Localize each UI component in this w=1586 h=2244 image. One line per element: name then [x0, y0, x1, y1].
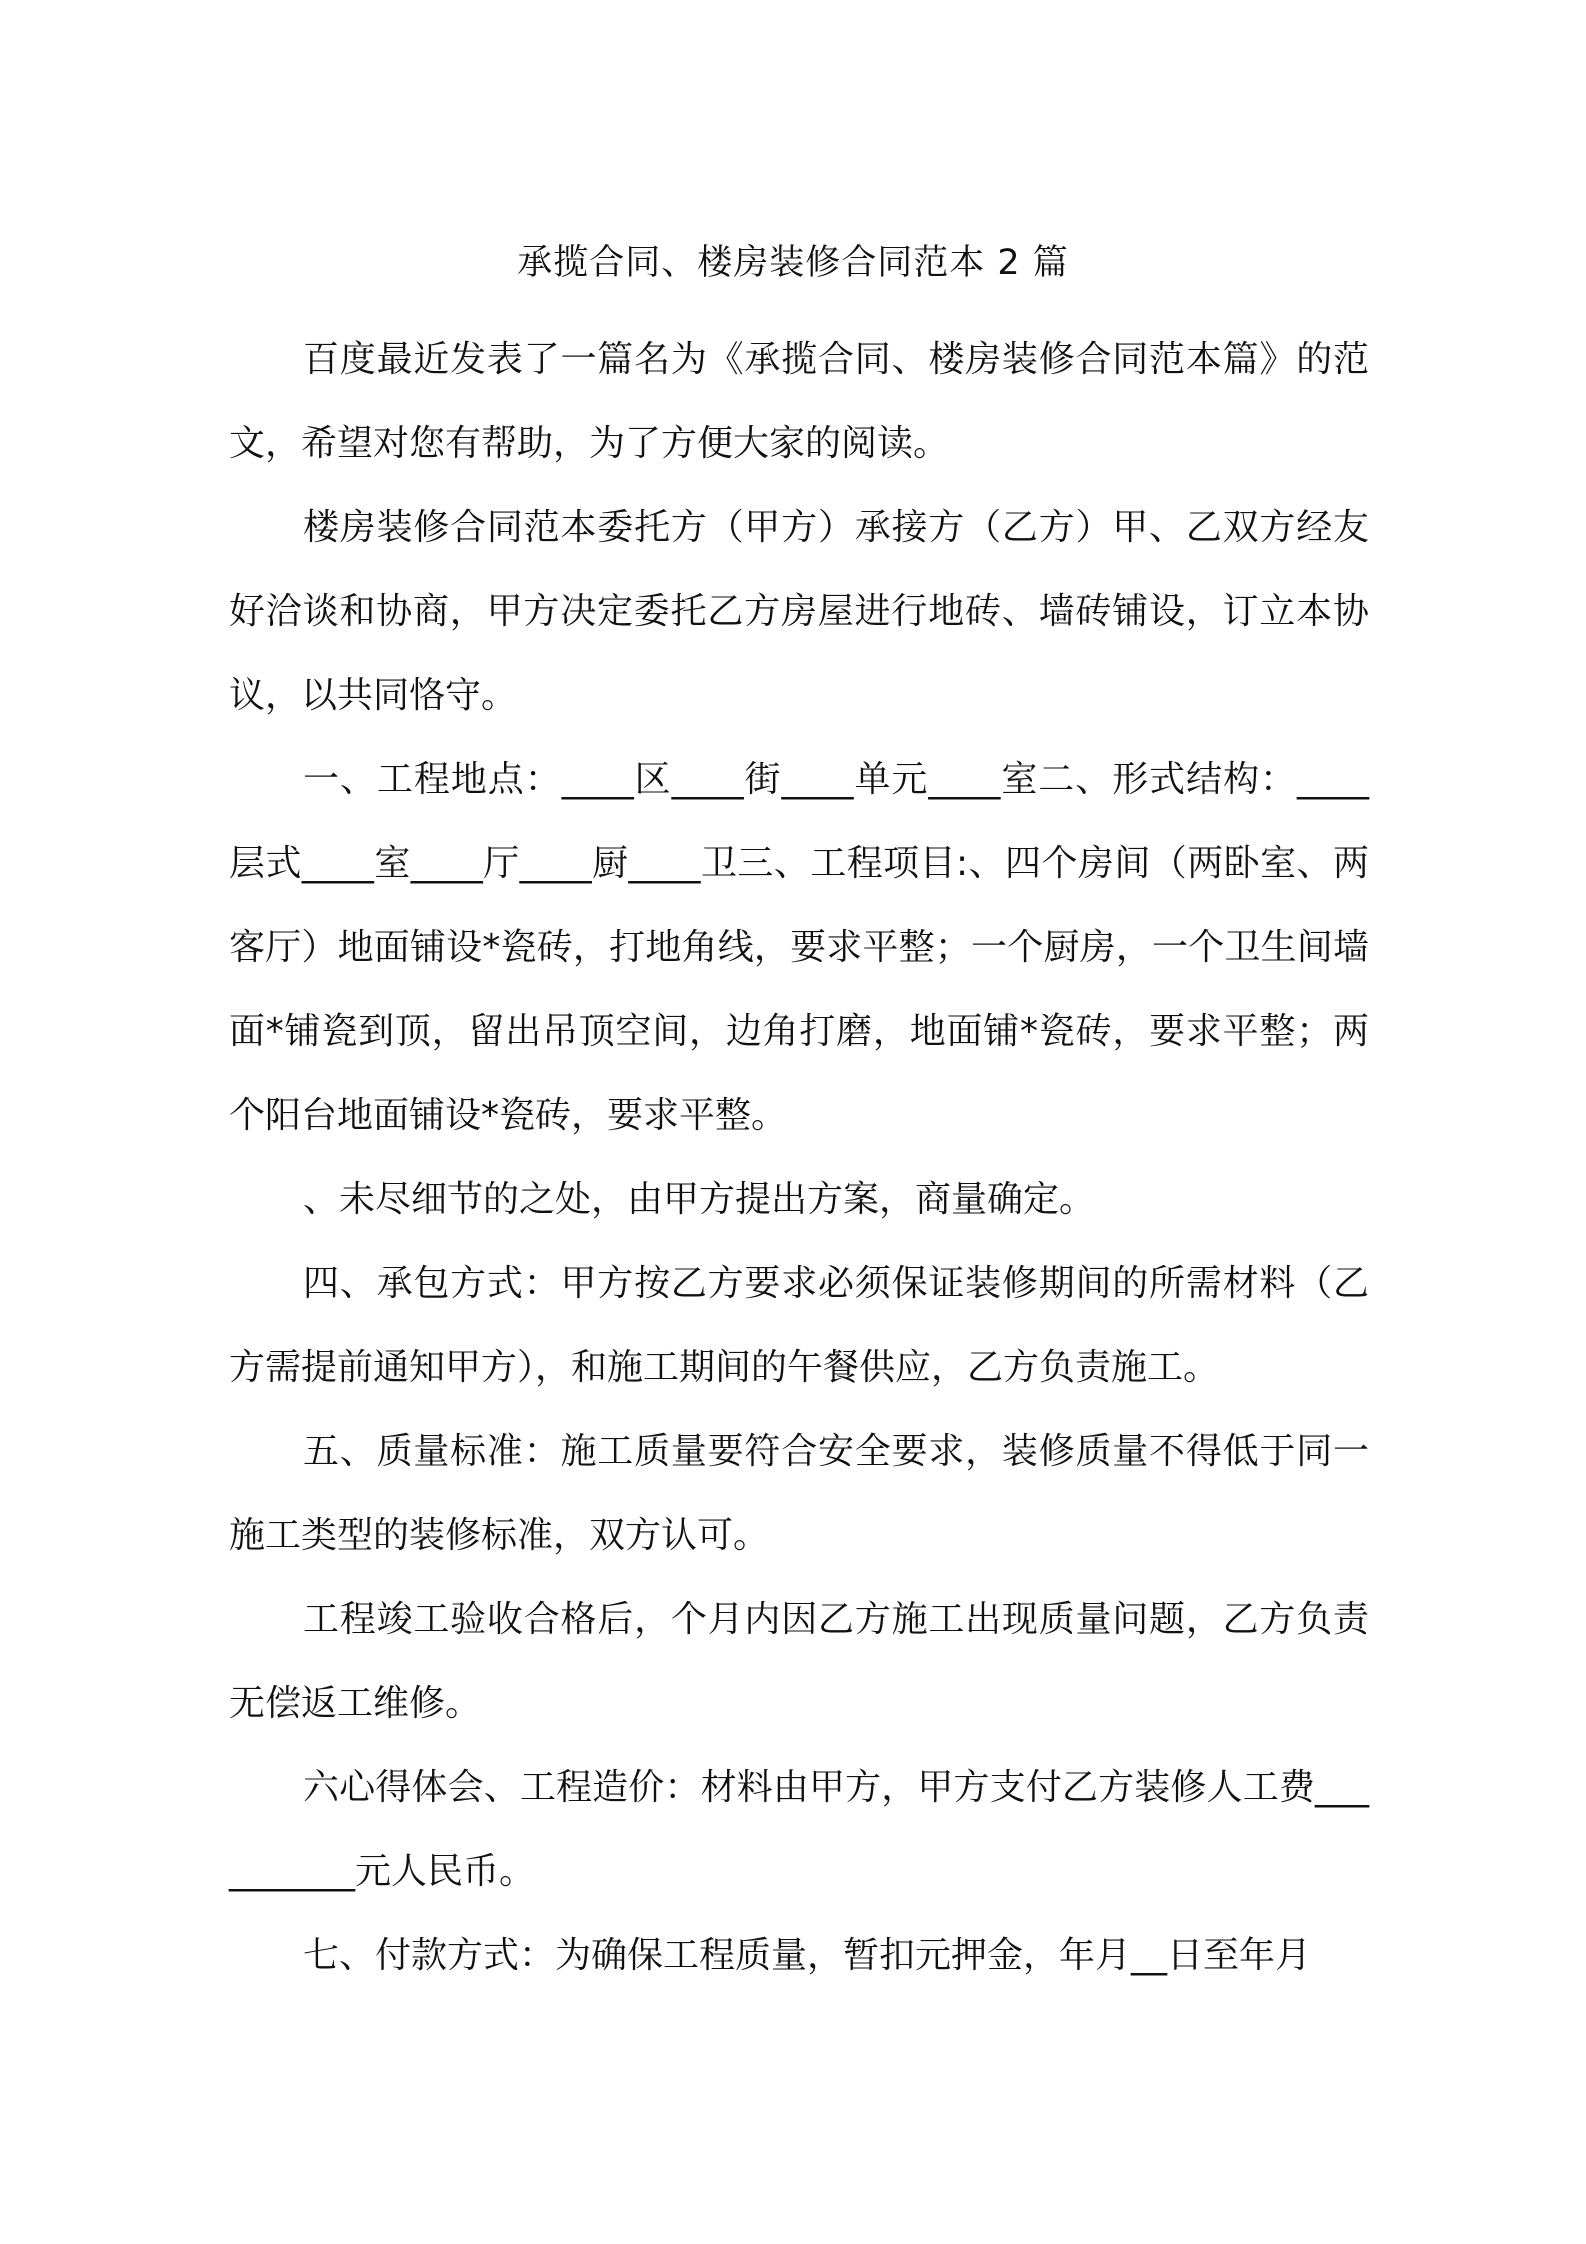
- document-title: 承揽合同、楼房装修合同范本 2 篇: [517, 243, 1069, 283]
- paragraph: 四、承包方式：甲方按乙方要求必须保证装修期间的所需材料（乙方需提前通知甲方），和施工期间的午餐供应，乙方负责施工。: [229, 1263, 1369, 1388]
- paragraph: 工程竣工验收合格后，个月内因乙方施工出现质量问题，乙方负责无偿返工维修。: [229, 1599, 1369, 1724]
- paragraph: 楼房装修合同范本委托方（甲方）承接方（乙方）甲、乙双方经友好洽谈和协商，甲方决定委托乙方房屋进行地砖、墙砖铺设，订立本协议，以共同恪守。: [229, 507, 1369, 716]
- paragraph: 七、付款方式：为确保工程质量，暂扣元押金，年月__日至年月: [303, 1935, 1312, 1976]
- paragraph: 六心得体会、工程造价：材料由甲方，甲方支付乙方装修人工费__________元人民币。: [229, 1767, 1369, 1892]
- paragraph: 、未尽细节的之处，由甲方提出方案，商量确定。: [303, 1179, 1096, 1220]
- paragraph: 五、质量标准：施工质量要符合安全要求，装修质量不得低于同一施工类型的装修标准，双方认可。: [229, 1431, 1369, 1556]
- paragraph: 一、工程地点：____区____街____单元____室二、形式结构：____层式____室____厅____厨____卫三、工程项目:、四个房间（两卧室、两客厅）地面铺设*瓷砖，打地角线，要求平整；一个厨房，一个卫生间墙面*铺瓷到顶，留出吊顶空间，边角打磨，地面铺*瓷砖，要求平整；两个阳台地面铺设*瓷砖，要求平整。: [229, 759, 1369, 1136]
- paragraph: 百度最近发表了一篇名为《承揽合同、楼房装修合同范本篇》的范文，希望对您有帮助，为了方便大家的阅读。: [229, 339, 1369, 464]
- document-body: [229, 318, 1369, 1998]
